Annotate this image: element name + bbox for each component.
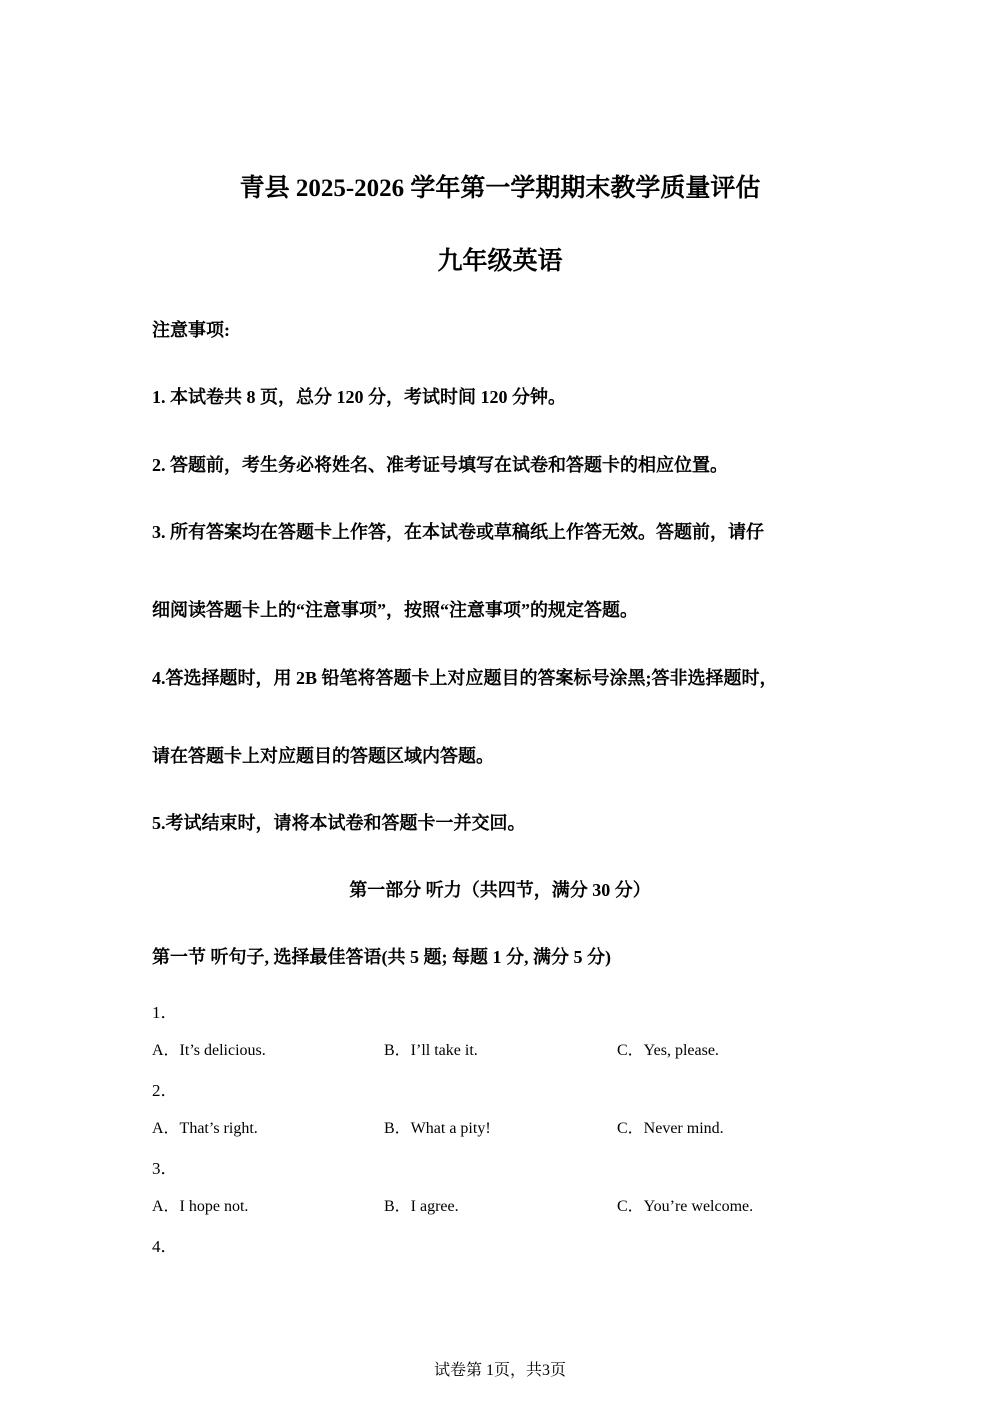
question-number: 1． <box>152 1003 178 1022</box>
note-line: 3. 所有答案均在答题卡上作答，在本试卷或草稿纸上作答无效。答题前，请仔 <box>152 522 764 542</box>
note-line: 2. 答题前，考生务必将姓名、准考证号填写在试卷和答题卡的相应位置。 <box>152 455 728 475</box>
option-c: C．You’re welcome. <box>617 1198 754 1215</box>
question-number: 3． <box>152 1159 178 1178</box>
option-a: A．It’s delicious. <box>152 1042 266 1059</box>
option-c: C．Never mind. <box>617 1120 724 1137</box>
option-b: B．I’ll take it. <box>384 1042 478 1059</box>
part-title: 第一部分 听力（共四节，满分 30 分） <box>349 880 651 900</box>
page-footer: 试卷第 1页，共3页 <box>433 1362 566 1379</box>
question-number: 2． <box>152 1081 178 1100</box>
question-number: 4． <box>152 1237 178 1256</box>
section-title: 第一节 听句子, 选择最佳答语(共 5 题; 每题 1 分, 满分 5 分) <box>152 947 611 967</box>
option-a: A．That’s right. <box>152 1120 258 1137</box>
note-line: 细阅读答题卡上的“注意事项”，按照“注意事项”的规定答题。 <box>152 600 638 620</box>
exam-subtitle: 九年级英语 <box>437 248 563 275</box>
note-line: 4.答选择题时，用 2B 铅笔将答题卡上对应题目的答案标号涂黑;答非选择题时， <box>152 668 778 688</box>
exam-title: 青县 2025-2026 学年第一学期期末教学质量评估 <box>239 175 761 202</box>
note-line: 5.考试结束时，请将本试卷和答题卡一并交回。 <box>152 813 526 833</box>
note-line: 请在答题卡上对应题目的答题区域内答题。 <box>152 746 494 766</box>
note-line: 1. 本试卷共 8 页，总分 120 分，考试时间 120 分钟。 <box>152 387 566 407</box>
option-b: B．I agree. <box>384 1198 459 1215</box>
option-b: B．What a pity! <box>384 1120 491 1137</box>
option-c: C．Yes, please. <box>617 1042 719 1059</box>
notes-heading: 注意事项: <box>152 320 230 340</box>
option-a: A．I hope not. <box>152 1198 249 1215</box>
